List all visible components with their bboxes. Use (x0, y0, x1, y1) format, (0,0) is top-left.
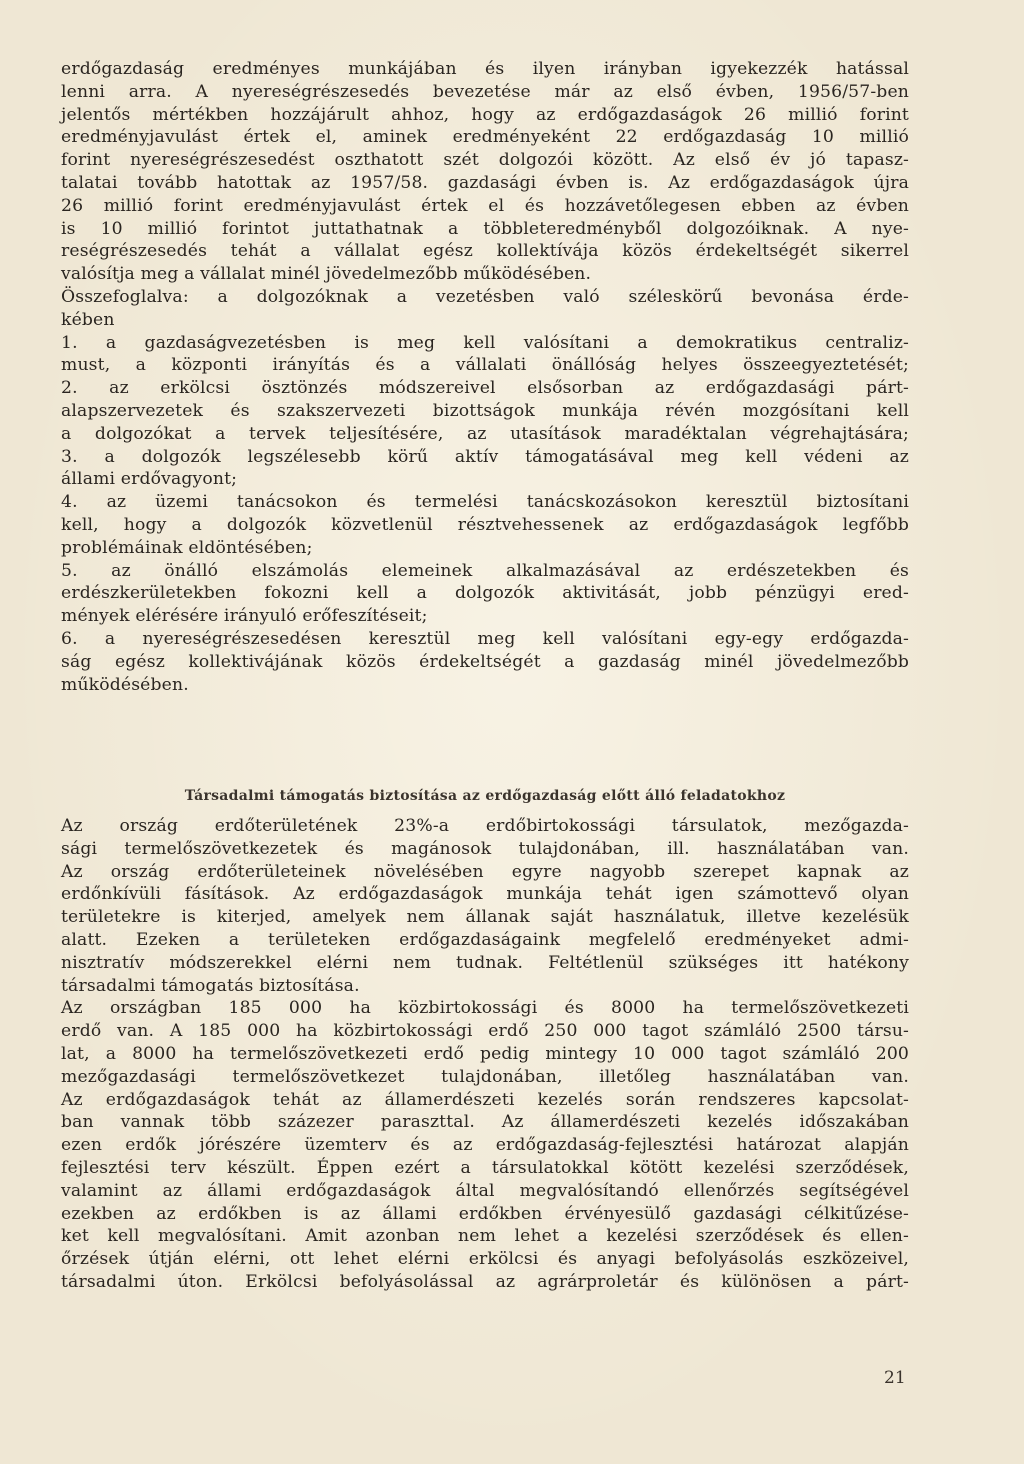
text-line: is 10 millió forintot juttathatnak a többleteredményből dolgozóiknak. A nye- (61, 218, 909, 239)
text-line: 26 millió forint eredményjavulást értek el és hozzávetőlegesen ebben az évben (61, 195, 909, 216)
text-line: alatt. Ezeken a területeken erdőgazdaságaink megfelelő eredményeket admi- (61, 929, 909, 950)
text-line: társadalmi támogatás biztosítása. (61, 975, 360, 996)
text-line: működésében. (61, 674, 189, 695)
text-line: őrzések útján elérni, ott lehet elérni erkölcsi és anyagi befolyásolás eszközeivel, (61, 1249, 909, 1270)
text-line: Az országban 185 000 ha közbirtokossági és 8000 ha termelőszövetkezeti (61, 998, 909, 1019)
page-number: 21 (884, 1368, 906, 1388)
section-heading: Társadalmi támogatás biztosítása az erdőgazdaság előtt álló feladatokhoz (184, 788, 786, 804)
text-line: ban vannak több százezer paraszttal. Az államerdészeti kezelés időszakában (61, 1112, 909, 1133)
text-line: must, a központi irányítás és a vállalati önállóság helyes összeegyeztetését; (61, 355, 909, 376)
text-line: a dolgozókat a tervek teljesítésére, az utasítások maradéktalan végrehajtására; (61, 423, 909, 444)
text-line: kell, hogy a dolgozók közvetlenül résztvehessenek az erdőgazdaságok legfőbb (61, 514, 909, 535)
text-line: kében (61, 309, 115, 330)
text-line: területekre is kiterjed, amelyek nem állanak saját használatuk, illetve kezelésük (61, 907, 909, 928)
text-line: ezen erdők jórészére üzemterv és az erdőgazdaság-fejlesztési határozat alapján (61, 1135, 909, 1156)
text-line: problémáinak eldöntésében; (61, 537, 313, 558)
text-line: Az ország erdőterületének 23%-a erdőbirtokossági társulatok, mezőgazda- (61, 816, 909, 836)
text-line: társadalmi úton. Erkölcsi befolyásolással az agrárproletár és különösen a párt- (61, 1271, 909, 1292)
list-item-2: 2. az erkölcsi ösztönzés módszereivel elsősorban az erdőgazdasági párt- (61, 378, 909, 399)
text-line: forint nyereségrészesedést oszthatott szét dolgozói között. Az első év jó tapasz- (61, 150, 909, 171)
text-line: Összefoglalva: a dolgozóknak a vezetésben való széleskörű bevonása érde- (61, 286, 909, 307)
text-block-leadership-participation (61, 58, 909, 696)
text-block-social-support (61, 815, 909, 1294)
list-item-6: 6. a nyereségrészesedésen keresztül meg kell valósítani egy-egy erdőgazda- (61, 628, 909, 649)
text-line: erdőnkívüli fásítások. Az erdőgazdaságok munkája tehát igen számottevő olyan (61, 884, 909, 905)
text-line: valamint az állami erdőgazdaságok által megvalósítandó ellenőrzés segítségével (61, 1180, 909, 1201)
text-line: erdészkerületekben fokozni kell a dolgozók aktivitását, jobb pénzügyi ered- (61, 583, 909, 604)
text-line: eredményjavulást értek el, aminek eredményeként 22 erdőgazdaság 10 millió (61, 127, 909, 148)
text-line: mények elérésére irányuló erőfeszítéseit; (61, 606, 428, 627)
text-line: állami erdővagyont; (61, 469, 238, 490)
list-item-4: 4. az üzemi tanácsokon és termelési tanácskozásokon keresztül biztosítani (61, 492, 909, 513)
list-item-3: 3. a dolgozók legszélesebb körű aktív támogatásával meg kell védeni az (61, 446, 909, 467)
text-line: ezekben az erdőkben is az állami erdőkben érvényesülő gazdasági célkitűzése- (61, 1203, 909, 1224)
text-line: reségrészesedés tehát a vállalat egész kollektívája közös érdekeltségét sikerrel (61, 241, 909, 262)
text-line: Az ország erdőterületeinek növelésében egyre nagyobb szerepet kapnak az (61, 861, 909, 882)
text-line: alapszervezetek és szakszervezeti bizottságok munkája révén mozgósítani kell (61, 400, 909, 421)
text-line: fejlesztési terv készült. Éppen ezért a társulatokkal kötött kezelési szerződések, (61, 1157, 909, 1178)
text-line: lat, a 8000 ha termelőszövetkezeti erdő pedig mintegy 10 000 tagot számláló 200 (61, 1043, 909, 1064)
text-line: Az erdőgazdaságok tehát az államerdészeti kezelés során rendszeres kapcsolat- (61, 1089, 909, 1110)
text-line: nisztratív módszerekkel elérni nem tudnak. Feltétlenül szükséges itt hatékony (61, 952, 909, 973)
text-line: erdőgazdaság eredményes munkájában és ilyen irányban igyekezzék hatással (61, 59, 909, 79)
text-line: erdő van. A 185 000 ha közbirtokossági erdő 250 000 tagot számláló 2500 társu- (61, 1021, 909, 1042)
text-line: mezőgazdasági termelőszövetkezet tulajdonában, illetőleg használatában van. (61, 1066, 909, 1087)
list-item-5: 5. az önálló elszámolás elemeinek alkalmazásával az erdészetekben és (61, 560, 909, 581)
text-line: ság egész kollektivájának közös érdekeltségét a gazdaság minél jövedelmezőbb (61, 651, 909, 672)
text-line: lenni arra. A nyereségrészesedés bevezetése már az első évben, 1956/57-ben (61, 81, 909, 102)
text-line: talatai tovább hatottak az 1957/58. gazdasági évben is. Az erdőgazdaságok újra (61, 172, 909, 193)
text-line: jelentős mértékben hozzájárult ahhoz, hogy az erdőgazdaságok 26 millió forint (61, 104, 909, 125)
text-line: ket kell megvalósítani. Amit azonban nem lehet a kezelési szerződések és ellen- (61, 1226, 909, 1247)
list-item-1: 1. a gazdaságvezetésben is meg kell valósítani a demokratikus centraliz- (61, 332, 909, 353)
text-line: valósítja meg a vállalat minél jövedelmezőbb működésében. (61, 264, 592, 285)
text-line: sági termelőszövetkezetek és magánosok tulajdonában, ill. használatában van. (61, 838, 909, 859)
